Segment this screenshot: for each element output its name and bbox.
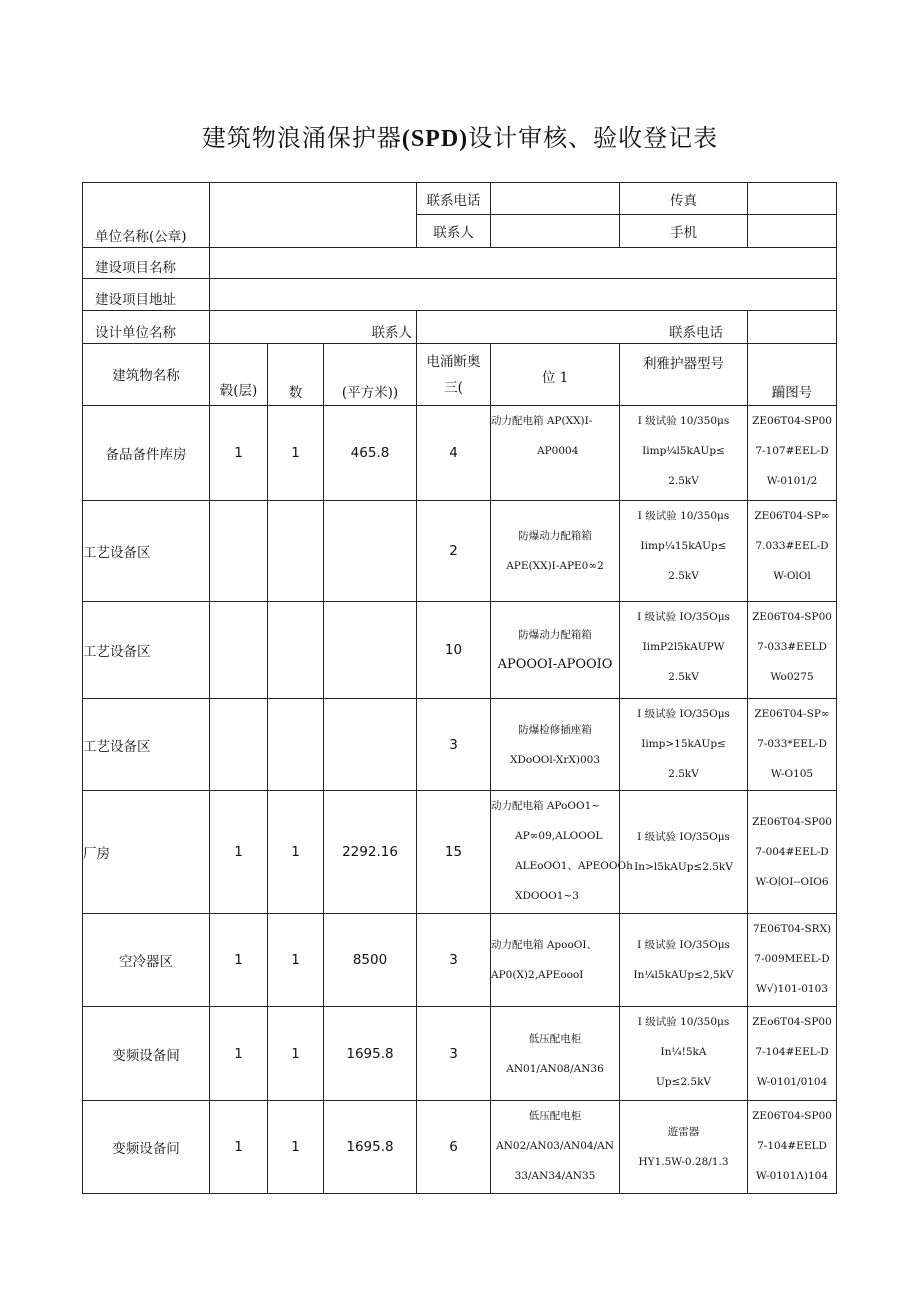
contact-phone-field[interactable] (491, 183, 620, 215)
building-name-cell: 备品备件库房 (83, 406, 210, 501)
drawing-number-cell-line: ZE06T04-SP00 (752, 1110, 832, 1122)
spd-model-cell-line: Iimp>15kAUp≤ (641, 738, 726, 750)
floors-cell (210, 699, 268, 791)
drawing-number-cell-line: 7-104#EEL-D (755, 1046, 829, 1058)
drawing-number-cell-line: W√)101-0103 (756, 983, 828, 995)
spd-model-cell-line: 遊雷器 (667, 1126, 700, 1138)
position-cell-line: APOOOI-APOOIO (497, 657, 613, 672)
position-cell (491, 602, 620, 699)
spd-count-cell: 3 (417, 1007, 491, 1101)
spd-count-cell: 3 (417, 914, 491, 1007)
floors-cell: 1 (210, 1007, 268, 1101)
building-name-cell: 变频设备问 (83, 1101, 210, 1194)
position-cell (491, 1101, 620, 1194)
drawing-number-cell-line: 7.033#EEL-D (755, 540, 829, 552)
drawing-number-cell-line: W-O105 (770, 768, 814, 780)
building-name-cell: 工艺设备区 (83, 602, 210, 699)
spd-model-cell (620, 699, 748, 791)
fax-label: 传真 (620, 183, 748, 215)
col-floors: 毂(层) (210, 344, 268, 406)
drawing-number-cell-line: 7-107#EEL-D (755, 445, 829, 457)
position-cell (491, 501, 620, 602)
drawing-number-cell (748, 914, 837, 1007)
spd-count-cell: 10 (417, 602, 491, 699)
spd-model-cell-line: In¼!5kA (660, 1046, 707, 1058)
spd-model-cell-line: Iimp¼l5kAUp≤ (642, 445, 725, 457)
spd-model-cell (620, 501, 748, 602)
drawing-number-cell-line: W-0101/0104 (756, 1076, 828, 1088)
count-cell: 1 (268, 791, 324, 914)
spd-model-cell-line: In¼l5kAUp≤2,5kV (633, 969, 734, 981)
spd-model-cell-line: I 级试验 IO/35Oμs (637, 831, 730, 843)
table-row (83, 699, 837, 791)
data-rows (83, 406, 837, 1194)
drawing-number-cell-line: W-0101/2 (766, 475, 818, 487)
spd-count-cell: 15 (417, 791, 491, 914)
table-row (83, 1007, 837, 1101)
drawing-number-cell-line: 7E06T04-SRX) (752, 923, 832, 935)
spd-model-cell-line: IimP2l5kAUPW (642, 641, 725, 653)
drawing-number-cell-line: ZE06T04-SP∞ (754, 510, 830, 522)
position-cell-line: 防爆动力配箱箱 (518, 629, 592, 641)
position-cell-line: XDoOOl-XrX)003 (509, 753, 601, 766)
unit-name-label: 单位名称(公章) (83, 183, 210, 248)
floors-cell: 1 (210, 406, 268, 501)
table-row (83, 406, 837, 501)
position-cell (491, 791, 633, 914)
position-cell-line: 动力配电箱 APoOO1~ (491, 800, 601, 812)
position-cell-line: AP0(X)2,APEoooI (491, 969, 584, 981)
building-name-cell: 空冷器区 (83, 914, 210, 1007)
count-cell: 1 (268, 406, 324, 501)
building-name-cell: 工艺设备区 (83, 501, 210, 602)
position-cell-line: 动力配电箱 ApooOI、 (491, 939, 598, 951)
area-cell: 1695.8 (324, 1101, 417, 1194)
position-cell (491, 1007, 620, 1101)
spd-model-cell-line: I 级试验 10/350μs (637, 510, 730, 522)
count-cell: 1 (268, 914, 324, 1007)
floors-cell: 1 (210, 791, 268, 914)
table-row (83, 602, 837, 699)
position-cell (491, 914, 620, 1007)
drawing-number-cell-line: W-OlOl (773, 570, 811, 582)
project-address-field[interactable] (210, 279, 837, 311)
area-cell: 8500 (324, 914, 417, 1007)
position-cell (491, 406, 620, 501)
spd-model-cell-line: Up≤2.5kV (656, 1076, 712, 1088)
area-cell (324, 501, 417, 602)
col-model: 利雅护器型号 (620, 344, 748, 406)
mobile-label: 手机 (620, 215, 748, 248)
spd-model-cell-line: 2.5kV (668, 768, 699, 780)
drawing-number-cell (748, 1007, 837, 1101)
position-cell-line: XDOOO1~3 (515, 890, 579, 902)
col-building: 建筑物名称 (83, 344, 210, 406)
spd-model-cell-line: HY1.5W-0.28/1.3 (638, 1156, 729, 1168)
drawing-number-cell-line: 7-009MEEL-D (754, 953, 830, 965)
position-cell-line: 动力配电箱 AP(XX)I- (491, 415, 593, 427)
drawing-number-cell-line: 7-104#EELD (757, 1140, 827, 1152)
table-row (83, 791, 837, 914)
spd-model-cell (620, 406, 748, 501)
spd-model-cell (620, 1007, 748, 1101)
spd-model-cell-line: I 级试验 IO/35Oμs (637, 611, 730, 623)
position-cell-line: 33/AN34/AN35 (514, 1170, 596, 1182)
area-cell: 1695.8 (324, 1007, 417, 1101)
contact-person-label: 联系人 (417, 215, 491, 248)
position-cell-line: AN02/AN03/AN04/AN (496, 1140, 614, 1152)
spd-count-cell: 6 (417, 1101, 491, 1194)
position-cell-line: AP∞09,ALOOOL (515, 830, 603, 842)
project-name-label: 建设项目名称 (83, 248, 210, 279)
count-cell: 1 (268, 1101, 324, 1194)
drawing-number-cell (748, 1101, 837, 1194)
building-name-cell: 变频设备间 (83, 1007, 210, 1101)
contact-person-field[interactable] (491, 215, 620, 248)
drawing-number-cell-line: ZE06T04-SP00 (752, 611, 832, 623)
spd-model-cell-line: I 级试验 10/350μs (637, 1016, 730, 1028)
drawing-number-cell (748, 406, 837, 501)
spd-count-cell: 3 (417, 699, 491, 791)
position-cell-line: AP0004 (537, 445, 579, 457)
spd-model-cell-line: Iimp¼15kAUp≤ (640, 540, 727, 552)
registration-table (82, 182, 837, 1194)
position-cell-line: APE(XX)I-APE0∞2 (506, 560, 604, 572)
drawing-number-cell (748, 602, 837, 699)
drawing-number-cell-line: ZE06T04-SP∞ (754, 708, 830, 720)
mobile-field[interactable] (748, 215, 837, 248)
spd-model-cell-line: 2.5kV (668, 570, 699, 582)
design-unit-label: 设计单位名称 (83, 311, 210, 344)
spd-model-cell (620, 791, 748, 914)
contact-phone-label: 联系电话 (417, 183, 491, 215)
col-position: 位 1 (491, 344, 620, 406)
drawing-number-cell-line: W-O∣OI--OIO6 (755, 876, 829, 888)
spd-model-cell-line: 2.5kV (668, 671, 699, 683)
area-cell: 2292.16 (324, 791, 417, 914)
position-cell-line: ALEoOO1、APEOOOh (515, 860, 633, 872)
design-phone-label: 联系电话 (417, 311, 748, 344)
position-cell (491, 699, 620, 791)
area-cell (324, 699, 417, 791)
drawing-number-cell (748, 699, 837, 791)
col-spd-count-bottom: 三( (444, 379, 463, 396)
count-cell (268, 602, 324, 699)
table-row (83, 914, 837, 1007)
spd-model-cell-line: I 级试验 10/350μs (637, 415, 730, 427)
col-area: (平方米)) (324, 344, 417, 406)
position-cell-line: 防爆检修插座箱 (518, 723, 592, 736)
area-cell: 465.8 (324, 406, 417, 501)
drawing-number-cell-line: 7-004#EEL-D (755, 846, 829, 858)
floors-cell (210, 501, 268, 602)
spd-model-cell-line: I 级试验 IO/35Oμs (637, 708, 730, 720)
col-spd-count-top: 电涌断奥 (426, 353, 481, 370)
drawing-number-cell (748, 501, 837, 602)
drawing-number-cell-line: ZEo6T04-SP00 (752, 1016, 832, 1028)
table-row (83, 1101, 837, 1194)
drawing-number-cell-line: ZE06T04-SP00 (752, 816, 832, 828)
design-phone-field[interactable] (748, 311, 837, 344)
project-address-label: 建设项目地址 (83, 279, 210, 311)
table-row (83, 501, 837, 602)
drawing-number-cell-line: 7-033#EELD (757, 641, 827, 653)
drawing-number-cell-line: W-0101Λ)104 (756, 1170, 829, 1182)
design-contact-label: 联系人 (210, 311, 417, 344)
spd-model-cell-line: 2.5kV (668, 475, 699, 487)
area-cell (324, 602, 417, 699)
floors-cell: 1 (210, 1101, 268, 1194)
spd-model-cell-line: I 级试验 IO/35Oμs (637, 939, 730, 951)
drawing-number-cell-line: ZE06T04-SP00 (752, 415, 832, 427)
position-cell-line: 低压配电柜 (528, 1110, 582, 1122)
spd-count-cell: 4 (417, 406, 491, 501)
count-cell (268, 699, 324, 791)
count-cell: 1 (268, 1007, 324, 1101)
spd-model-cell (620, 914, 748, 1007)
spd-model-cell (620, 1101, 748, 1194)
unit-name-field[interactable] (210, 183, 417, 248)
fax-field[interactable] (748, 183, 837, 215)
project-name-field[interactable] (210, 248, 837, 279)
position-cell-line: AN01/AN08/AN36 (506, 1062, 604, 1075)
spd-model-cell-line: In>l5kAUp≤2.5kV (634, 861, 733, 873)
drawing-number-cell-line: 7-033*EEL-D (757, 738, 827, 750)
col-drawing: 躏图号 (748, 344, 837, 406)
drawing-number-cell-line: Wo0275 (770, 671, 814, 683)
spd-model-cell (620, 602, 748, 699)
drawing-number-cell (748, 791, 837, 914)
building-name-cell: 工艺设备区 (83, 699, 210, 791)
col-spd-count (417, 344, 491, 406)
page-title: 建筑物浪涌保护器(SPD)设计审核、验收登记表 (201, 124, 719, 152)
position-cell-line: 低压配电柜 (528, 1032, 582, 1045)
count-cell (268, 501, 324, 602)
spd-count-cell: 2 (417, 501, 491, 602)
col-count: 数 (268, 344, 324, 406)
floors-cell (210, 602, 268, 699)
position-cell-line: 防爆动力配箱箱 (518, 530, 592, 542)
building-name-cell: 厂房 (83, 791, 210, 914)
floors-cell: 1 (210, 914, 268, 1007)
